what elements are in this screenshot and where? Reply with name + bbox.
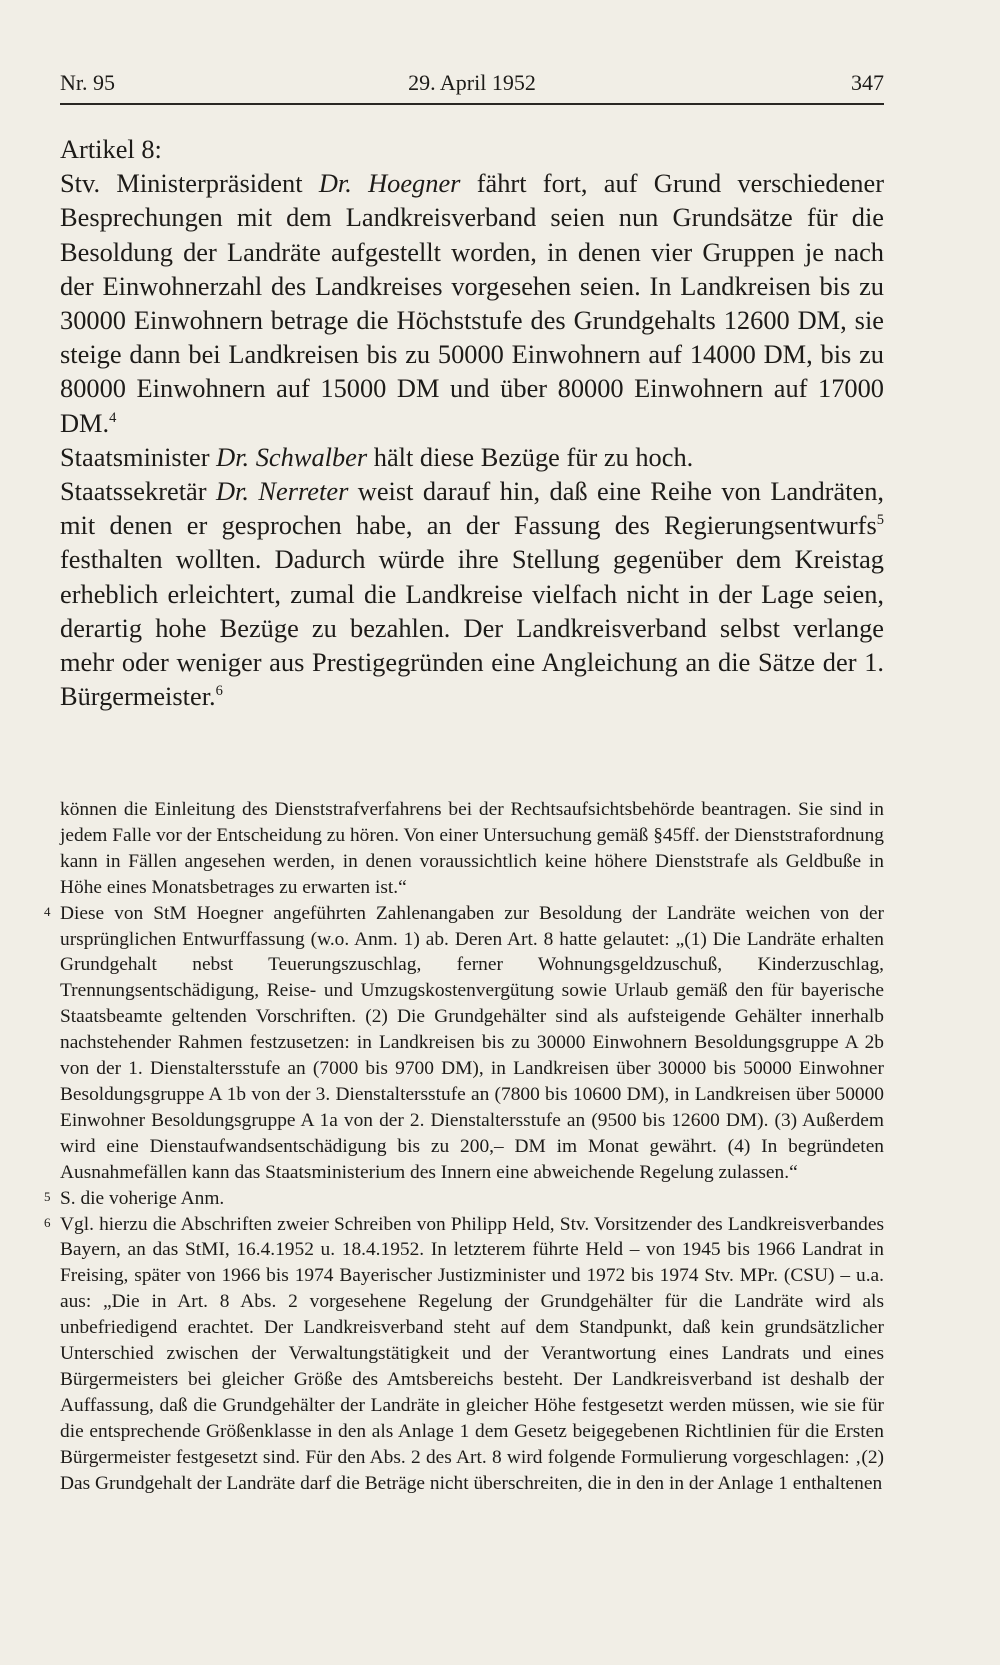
footnote-5 xyxy=(44,1186,884,1212)
footnote-continuation: können die Einleitung des Dienststrafverfahrens bei der Rechtsaufsichtsbehörde beantragen. Sie sind in jedem Falle vor der Entscheidung zu hören. Von einer Untersuchung gemäß §45ff. der Dienststrafordnung kann in Fällen angesehen werden, in denen voraussichtlich keine höhere Dienststrafe als Geldbuße in Höhe eines Monatsbetrages zu erwarten ist.“ xyxy=(60,799,884,898)
text-run: Staatssekretär xyxy=(60,476,216,507)
speaker-name: Dr. Nerreter xyxy=(216,476,349,507)
text-run: festhalten wollten. Dadurch würde ihre Stellung gegenüber dem Kreistag erheblich erleichtert, zumal die Landkreise vielfach nicht in der Lage seien, derartig hohe Bezüge zu bezahlen. Der Landkreisverband selbst verlange mehr oder weniger aus Prestigegründen eine Angleichung an die Sätze der 1. Bürgermeister. xyxy=(60,544,884,712)
text-run: Stv. Ministerpräsident xyxy=(60,168,319,199)
page-number: 347 xyxy=(851,70,884,95)
footnote-text: Diese von StM Hoegner angeführten Zahlenangaben zur Besoldung der Landräte weichen von der ursprünglichen Entwurffassung (w.o. Anm. 1) ab. Deren Art. 8 hatte gelautet: „(1) Die Landräte erhalten Grundgehalt nebst Teuerungszuschlag, ferner Wohnungsgeldzuschuß, Kinderzuschlag, Trennungsentschädigung, Reise- und Umzugskostenvergütung sowie Urlaub gemäß den für bayerische Staatsbeamte geltenden Vorschriften. (2) Die Grundgehälter sind als aufsteigende Gehälter innerhalb nachstehender Rahmen festzusetzen: in Landkreisen bis zu 30000 Einwohnern Besoldungsgruppe A 2b von der 1. Dienstaltersstufe an (7000 bis 9700 DM), in Landkreisen über 30000 bis 50000 Einwohner Besoldungsgruppe A 1b von der 3. Dienstaltersstufe an (7800 bis 10600 DM), in Landkreisen über 50000 Einwohner Besoldungsgruppe A 1a von der 2. Dienstaltersstufe an (9500 bis 12600 DM). (3) Außerdem wird eine Dienstaufwandsentschädigung bis zu 200,– DM im Monat gewährt. (4) In begründeten Ausnahmefällen kann das Staatsministerium des Innern eine abweichende Regelung zulassen.“ xyxy=(60,902,884,1183)
article-heading: Artikel 8: xyxy=(60,134,162,164)
footnotes xyxy=(44,797,884,1496)
footnote-4 xyxy=(44,901,884,1186)
footnote-text: S. die voherige Anm. xyxy=(60,1187,225,1209)
paragraph-schwalber xyxy=(60,440,884,474)
footnote-ref: 5 xyxy=(876,512,884,529)
text-run: weist darauf hin, daß eine Reihe von Landräten, mit denen er gesprochen habe, an der Fassung des Regierungsentwurfs xyxy=(60,476,884,541)
text-run: hält diese Bezüge für zu hoch. xyxy=(367,441,694,472)
footnote-mark: 4 xyxy=(44,903,51,919)
document-date: 29. April 1952 xyxy=(408,70,536,95)
speaker-name: Dr. Schwalber xyxy=(216,441,368,472)
footnote-6 xyxy=(44,1212,884,1497)
document-number: Nr. 95 xyxy=(60,70,115,95)
footnote-mark: 5 xyxy=(44,1188,51,1204)
speaker-name: Dr. Hoegner xyxy=(318,168,461,199)
text-run: fährt fort, auf Grund verschiedener Besprechungen mit dem Landkreisverband seien nun Grundsätze für die Besoldung der Landräte aufgestellt worden, in denen vier Gruppen je nach der Einwohnerzahl des Landkreises vorgesehen seien. In Landkreisen bis zu 30000 Einwohnern betrage die Höchststufe des Grundgehalts 12600 DM, sie steige dann bei Landkreisen bis zu 50000 Einwohnern auf 14000 DM, bis zu 80000 Einwohnern auf 15000 DM und über 80000 Einwohnern auf 17000 DM. xyxy=(60,168,884,438)
main-text xyxy=(60,132,884,713)
text-run: Staatsminister xyxy=(60,441,217,472)
footnote-ref: 6 xyxy=(215,683,223,700)
footnote-text: Vgl. hierzu die Abschriften zweier Schreiben von Philipp Held, Stv. Vorsitzender des Landkreisverbandes Bayern, an das StMI, 16.4.1952 u. 18.4.1952. In letzterem führte Held – von 1945 bis 1966 Landrat in Freising, später von 1966 bis 1974 Bayerischer Justizminister und 1972 bis 1974 Stv. MPr. (CSU) – u.a. aus: „Die in Art. 8 Abs. 2 vorgesehene Regelung der Grundgehälter für die Landräte wird als unbefriedigend erachtet. Der Landkreisverband steht auf dem Standpunkt, daß kein grundsätzlicher Unterschied zwischen der Verwaltungstätigkeit und der Verantwortung eines Landrats und eines Bürgermeisters bei gleicher Größe des Amtsbereichs besteht. Der Landkreisverband ist deshalb der Auffassung, daß die Grundgehälter der Landräte in gleicher Höhe festgesetzt werden müssen, wie sie für die entsprechende Größenklasse in den als Anlage 1 dem Gesetz beigegebenen Richtlinien für die Ersten Bürgermeister festgesetzt sind. Für den Abs. 2 des Art. 8 wird folgende Formulierung vorgeschlagen: ‚(2) Das Grundgehalt der Landräte darf die Beträge nicht überschreiten, die in den in der Anlage 1 enthaltenen xyxy=(60,1213,884,1494)
footnote-ref: 4 xyxy=(109,409,117,426)
page-header xyxy=(60,70,884,104)
paragraph-hoegner xyxy=(60,166,884,440)
paragraph-nerreter xyxy=(60,474,884,713)
footnote-mark: 6 xyxy=(44,1214,51,1230)
header-rule xyxy=(60,103,884,105)
